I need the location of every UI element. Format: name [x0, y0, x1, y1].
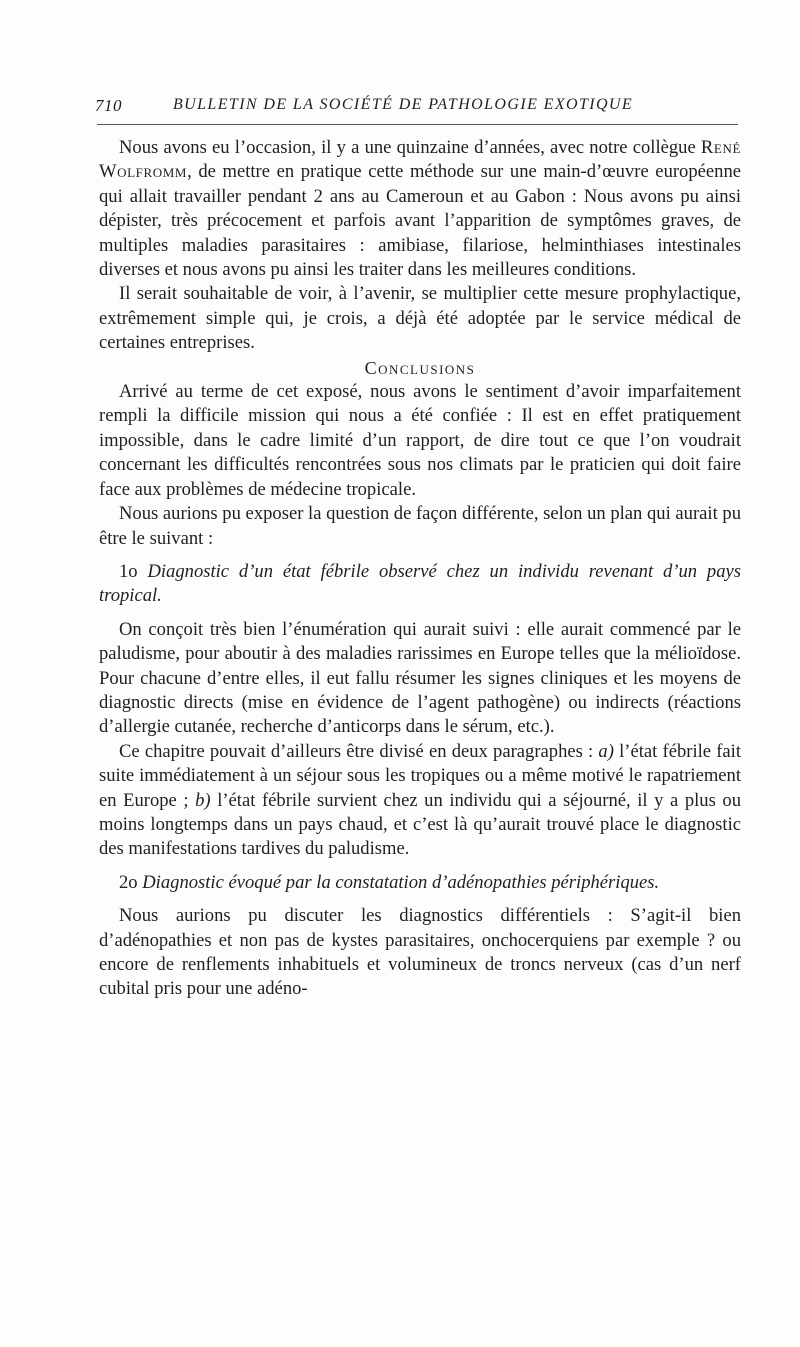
- paragraph-6-part-c: l’état fébrile survient chez un individu qui a séjourné, il y a plus ou moins longtemps dans un pays chaud, et c’est là qu’aurait trouvé place le diagnostic des manifestations tardives du paludisme.: [99, 789, 741, 860]
- paragraph-1: [99, 136, 741, 282]
- spacer: [99, 551, 741, 560]
- spacer: [99, 895, 741, 904]
- paragraph-1-part-b: , de mettre en pratique cette méthode sur une main-d’œuvre européenne qui allait travailler pendant 2 ans au Cameroun et au Gabon : Nous avons pu ainsi dépister, très précocement et parfois avant l’apparition de symptômes graves, de multiples maladies parasitaires : amibiase, filariose, helminthiases intestinales diverses et nous avons pu ainsi les traiter dans les meilleures conditions.: [99, 161, 741, 281]
- numbered-heading-1: [99, 560, 741, 609]
- list-label-b: b): [195, 789, 211, 811]
- page-header: [95, 96, 738, 122]
- paragraph-6-part-a: Ce chapitre pouvait d’ailleurs être divisé en deux paragraphes :: [119, 740, 599, 762]
- running-title: BULLETIN DE LA SOCIÉTÉ DE PATHOLOGIE EXOTIQUE: [173, 96, 634, 113]
- paragraph-2: Il serait souhaitable de voir, à l’avenir, se multiplier cette mesure prophylactique, extrêmement simple qui, je crois, a déjà été adoptée par le service médical de certaines entreprises.: [99, 283, 741, 354]
- section-title: Conclusions: [364, 357, 476, 378]
- heading-1-number: 1o: [119, 560, 138, 582]
- author-name: René Wolfromm: [99, 137, 741, 183]
- spacer: [99, 862, 741, 871]
- paragraph-5: On conçoit très bien l’énumération qui aurait suivi : elle aurait commencé par le paludisme, pour aboutir à des maladies rarissimes en Europe telles que la mélioïdose. Pour chacune d’entre elles, il eut fallu résumer les signes cliniques et les moyens de diagnostic directs (mise en évidence de l’agent pathogène) ou indirects (réactions d’allergie cutanée, recherche d’anticorps dans le sérum, etc.).: [99, 618, 741, 738]
- header-rule: [97, 124, 738, 125]
- paragraph-7: Nous aurions pu discuter les diagnostics différentiels : S’agit-il bien d’adénopathies et non pas de kystes parasitaires, onchocerquiens par exemple ? ou encore de renflements inhabituels et volumineux de troncs nerveux (cas d’un nerf cubital pris pour une adéno-: [99, 905, 741, 1000]
- list-label-a: a): [598, 740, 614, 762]
- paragraph-4: Nous aurions pu exposer la question de façon différente, selon un plan qui aurait pu être le suivant :: [99, 503, 741, 549]
- paragraph-6: [99, 740, 741, 862]
- heading-1-text: Diagnostic d’un état fébrile observé chez un individu revenant d’un pays tropical.: [99, 560, 741, 607]
- paragraph-3: Arrivé au terme de cet exposé, nous avons le sentiment d’avoir imparfaitement rempli la difficile mission qui nous a été confiée : Il est en effet pratiquement impossible, dans le cadre limité d’un rapport, de dire tout ce que l’on voudrait concernant les difficultés rencontrées sous nos climats par le praticien qui doit faire face aux problèmes de médecine tropicale.: [99, 381, 741, 500]
- heading-2-number: 2o: [119, 871, 138, 893]
- spacer: [99, 609, 741, 618]
- page-number: 710: [95, 96, 122, 115]
- paragraph-6-part-b: l’état fébrile fait suite immédiatement à un séjour sous les tropiques ou a même motivé le rapatriement en Europe ;: [99, 740, 741, 811]
- heading-2-text: Diagnostic évoqué par la constatation d’adénopathies périphériques.: [142, 871, 660, 893]
- numbered-heading-2: [99, 871, 741, 895]
- paragraph-1-part-a: Nous avons eu l’occasion, il y a une quinzaine d’années, avec notre collègue: [119, 137, 701, 158]
- article-body: [99, 136, 741, 1002]
